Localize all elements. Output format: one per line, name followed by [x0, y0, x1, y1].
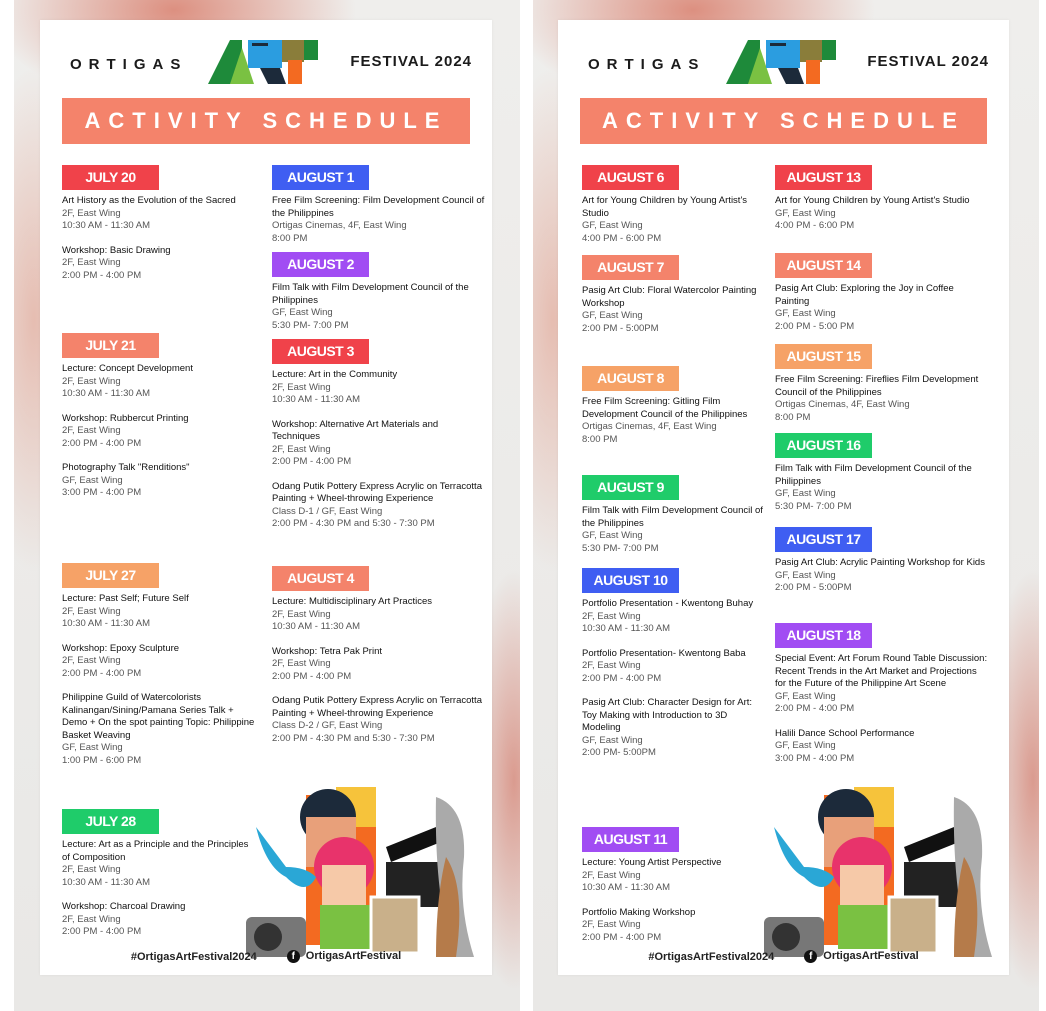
date-badge: AUGUST 6: [582, 165, 679, 190]
event-location: 2F, East Wing: [62, 425, 121, 436]
event-time: 5:30 PM- 7:00 PM: [582, 542, 659, 554]
event-item: [775, 374, 990, 424]
poster-1: [14, 0, 520, 1011]
schedule-day: [62, 809, 257, 939]
event-item: [272, 481, 487, 531]
event-location: GF, East Wing: [582, 220, 643, 231]
schedule-day: [62, 563, 257, 767]
schedule-day: [272, 339, 487, 531]
event-item: [775, 728, 990, 766]
event-time: 8:00 PM: [272, 232, 308, 244]
event-item: [582, 195, 767, 245]
event-time: 2:00 PM - 4:30 PM and 5:30 - 7:30 PM: [272, 732, 435, 744]
facebook-icon: f: [804, 950, 817, 963]
date-badge: AUGUST 4: [272, 566, 369, 591]
schedule-day: [62, 165, 236, 282]
event-item: [62, 462, 193, 500]
event-title: Special Event: Art Forum Round Table Discussion: Recent Trends in the Art Market and Projections for the Future of the Philippine Art Scene: [775, 653, 988, 689]
date-badge: AUGUST 2: [272, 252, 369, 277]
event-title: Film Talk with Film Development Council of the Philippines: [582, 505, 763, 529]
event-time: 8:00 PM: [582, 433, 618, 445]
event-time: 2:00 PM - 5:00PM: [582, 322, 659, 334]
event-item: [62, 643, 257, 681]
event-item: [582, 505, 767, 555]
header-ortigas: ORTIGAS: [70, 56, 188, 73]
event-time: 10:30 AM - 11:30 AM: [272, 394, 361, 405]
schedule-day: [775, 253, 990, 333]
schedule-day: [582, 366, 767, 446]
event-location: GF, East Wing: [775, 740, 836, 751]
event-item: [582, 285, 767, 335]
event-time: 10:30 AM - 11:30 AM: [62, 220, 151, 231]
art-collage-illustration: [236, 787, 496, 967]
event-item: [272, 695, 487, 745]
event-title: Philippine Guild of Watercolorists Kalinangan/Sining/Pamana Series Talk + Demo + On the spot painting Topic: Philippine Basket Weaving: [62, 692, 255, 741]
schedule-day: [62, 333, 193, 500]
schedule-day: [272, 566, 487, 745]
event-location: 2F, East Wing: [272, 381, 331, 393]
event-time: 2:00 PM - 4:30 PM and 5:30 - 7:30 PM: [272, 518, 435, 529]
event-time: 2:00 PM - 5:00 PM: [775, 320, 855, 332]
date-badge: AUGUST 1: [272, 165, 369, 190]
event-location: GF, East Wing: [62, 474, 123, 486]
event-location: 2F, East Wing: [272, 658, 331, 669]
date-badge: AUGUST 9: [582, 475, 679, 500]
date-badge: JULY 20: [62, 165, 159, 190]
date-badge: AUGUST 16: [775, 433, 872, 458]
event-time: 1:00 PM - 6:00 PM: [62, 754, 142, 766]
event-item: [62, 839, 257, 889]
event-time: 10:30 AM - 11:30 AM: [62, 618, 151, 629]
event-item: [582, 396, 767, 446]
event-title: Photography Talk "Renditions": [62, 462, 190, 473]
poster-2: [533, 0, 1039, 1011]
event-title: Lecture: Young Artist Perspective: [582, 857, 722, 868]
event-location: 2F, East Wing: [272, 443, 331, 455]
hashtag: #OrtigasArtFestival2024: [130, 950, 257, 963]
event-time: 10:30 AM - 11:30 AM: [272, 621, 361, 632]
event-time: 2:00 PM - 4:00 PM: [62, 269, 142, 281]
event-location: GF, East Wing: [582, 734, 643, 746]
event-item: [62, 413, 193, 451]
event-item: [582, 648, 767, 686]
date-badge: JULY 28: [62, 809, 159, 834]
schedule-day: [272, 165, 487, 245]
event-title: Portfolio Presentation- Kwentong Baba: [582, 647, 746, 659]
event-title: Halili Dance School Performance: [775, 727, 915, 739]
activity-schedule-banner: ACTIVITY SCHEDULE: [580, 98, 987, 144]
event-location: Ortigas Cinemas, 4F, East Wing: [775, 399, 910, 410]
schedule-day: [582, 568, 767, 760]
event-location: 2F, East Wing: [62, 655, 121, 666]
event-title: Lecture: Art in the Community: [272, 369, 398, 380]
art-logo-icon: [208, 40, 332, 84]
event-time: 8:00 PM: [775, 411, 811, 423]
date-badge: AUGUST 14: [775, 253, 872, 278]
schedule-day: [775, 527, 985, 595]
event-title: Workshop: Epoxy Sculpture: [62, 642, 180, 654]
date-badge: JULY 21: [62, 333, 159, 358]
festival-header: [558, 40, 1009, 90]
date-badge: AUGUST 18: [775, 623, 872, 648]
schedule-card: [558, 20, 1009, 975]
event-location: 2F, East Wing: [62, 375, 121, 387]
event-time: 10:30 AM - 11:30 AM: [582, 623, 671, 634]
event-location: 2F, East Wing: [582, 660, 641, 671]
event-location: GF, East Wing: [582, 310, 643, 321]
event-item: [272, 646, 487, 684]
facebook-icon: f: [287, 950, 300, 963]
event-location: GF, East Wing: [775, 207, 836, 219]
event-location: Class D-1 / GF, East Wing: [272, 505, 383, 517]
event-item: [272, 419, 487, 469]
activity-schedule-banner: ACTIVITY SCHEDULE: [62, 98, 470, 144]
event-time: 2:00 PM - 4:00 PM: [775, 703, 855, 714]
date-badge: AUGUST 8: [582, 366, 679, 391]
date-badge: AUGUST 17: [775, 527, 872, 552]
event-title: Free Film Screening: Fireflies Film Development Council of the Philippines: [775, 374, 979, 398]
event-item: [775, 283, 990, 333]
event-location: GF, East Wing: [775, 308, 836, 319]
schedule-day: [775, 623, 990, 765]
schedule-day: [272, 252, 487, 332]
event-item: [775, 195, 970, 233]
event-title: Free Film Screening: Gitling Film Development Council of the Philippines: [582, 396, 748, 420]
event-title: Workshop: Charcoal Drawing: [62, 901, 186, 912]
date-badge: AUGUST 15: [775, 344, 872, 369]
event-location: 2F, East Wing: [62, 257, 121, 268]
schedule-day: [582, 255, 767, 335]
festival-header: [40, 40, 492, 90]
event-time: 2:00 PM - 4:00 PM: [62, 926, 142, 937]
event-item: [272, 596, 487, 634]
event-title: Art History as the Evolution of the Sacred: [62, 195, 236, 206]
event-item: [582, 598, 767, 636]
facebook-link[interactable]: f OrtigasArtFestival: [804, 950, 918, 963]
event-location: 2F, East Wing: [62, 864, 121, 875]
event-title: Art for Young Children by Young Artist's Studio: [582, 195, 748, 219]
poster-footer: [40, 950, 492, 963]
event-location: Ortigas Cinemas, 4F, East Wing: [582, 421, 717, 432]
schedule-day: [582, 475, 767, 555]
event-title: Lecture: Multidisciplinary Art Practices: [272, 596, 432, 607]
event-title: Pasig Art Club: Acrylic Painting Workshop for Kids: [775, 557, 985, 568]
event-title: Art for Young Children by Young Artist's Studio: [775, 195, 970, 206]
event-title: Workshop: Tetra Pak Print: [272, 645, 383, 657]
event-time: 4:00 PM - 6:00 PM: [582, 232, 662, 244]
date-badge: AUGUST 7: [582, 255, 679, 280]
header-festival: FESTIVAL 2024: [867, 53, 989, 70]
event-location: GF, East Wing: [775, 569, 836, 581]
event-title: Film Talk with Film Development Council of the Philippines: [272, 282, 469, 306]
event-item: [62, 593, 257, 631]
schedule-card: [40, 20, 492, 975]
event-time: 10:30 AM - 11:30 AM: [62, 876, 151, 888]
schedule-day: [775, 344, 990, 424]
event-location: 2F, East Wing: [62, 605, 121, 617]
event-time: 5:30 PM- 7:00 PM: [775, 500, 852, 512]
event-time: 5:30 PM- 7:00 PM: [272, 319, 349, 331]
event-time: 2:00 PM - 4:00 PM: [62, 437, 142, 449]
event-time: 3:00 PM - 4:00 PM: [775, 752, 855, 764]
event-location: 2F, East Wing: [582, 919, 641, 930]
schedule-day: [582, 165, 767, 245]
header-ortigas: ORTIGAS: [588, 56, 706, 73]
event-title: Workshop: Alternative Art Materials and Techniques: [272, 418, 439, 442]
event-location: 2F, East Wing: [582, 869, 641, 881]
event-location: 2F, East Wing: [582, 610, 641, 622]
event-title: Odang Putik Pottery Express Acrylic on Terracotta Painting + Wheel-throwing Experience: [272, 480, 482, 504]
event-time: 10:30 AM - 11:30 AM: [62, 388, 151, 399]
event-title: Film Talk with Film Development Council of the Philippines: [775, 463, 972, 487]
event-time: 4:00 PM - 6:00 PM: [775, 220, 855, 231]
event-item: [62, 195, 236, 233]
event-title: Lecture: Art as a Principle and the Principles of Composition: [62, 839, 249, 863]
event-location: Class D-2 / GF, East Wing: [272, 720, 383, 731]
event-location: 2F, East Wing: [62, 207, 121, 219]
event-time: 2:00 PM - 4:00 PM: [62, 667, 142, 679]
date-badge: AUGUST 13: [775, 165, 872, 190]
event-time: 3:00 PM - 4:00 PM: [62, 487, 142, 498]
event-item: [582, 697, 767, 760]
event-item: [272, 369, 487, 407]
schedule-day: [775, 165, 970, 233]
event-location: GF, East Wing: [272, 307, 333, 318]
event-location: GF, East Wing: [62, 742, 123, 753]
date-badge: JULY 27: [62, 563, 159, 588]
event-item: [582, 857, 721, 895]
art-collage-illustration: [754, 787, 1014, 967]
event-item: [775, 463, 990, 513]
event-title: Pasig Art Club: Exploring the Joy in Coffee Painting: [775, 283, 954, 307]
event-title: Free Film Screening: Film Development Council of the Philippines: [272, 195, 485, 219]
event-title: Portfolio Presentation - Kwentong Buhay: [582, 598, 754, 609]
event-item: [62, 363, 193, 401]
schedule-day: [775, 433, 990, 513]
event-title: Odang Putik Pottery Express Acrylic on Terracotta Painting + Wheel-throwing Experience: [272, 695, 482, 719]
event-title: Pasig Art Club: Character Design for Art: Toy Making with Introduction to 3D Modeling: [582, 697, 753, 733]
event-location: GF, East Wing: [775, 488, 836, 499]
header-festival: FESTIVAL 2024: [350, 53, 472, 70]
event-time: 2:00 PM - 4:00 PM: [582, 931, 662, 943]
event-title: Workshop: Rubbercut Printing: [62, 412, 189, 424]
date-badge: AUGUST 10: [582, 568, 679, 593]
event-location: GF, East Wing: [775, 690, 836, 702]
event-time: 2:00 PM - 5:00PM: [775, 582, 852, 593]
event-item: [272, 282, 487, 332]
event-time: 2:00 PM- 5:00PM: [582, 747, 656, 758]
event-location: GF, East Wing: [582, 530, 643, 541]
event-time: 10:30 AM - 11:30 AM: [582, 882, 671, 893]
event-item: [62, 692, 257, 767]
event-item: [62, 245, 236, 283]
date-badge: AUGUST 3: [272, 339, 369, 364]
event-item: [62, 901, 257, 939]
event-title: Lecture: Concept Development: [62, 363, 193, 374]
event-title: Pasig Art Club: Floral Watercolor Painting Workshop: [582, 285, 757, 309]
event-time: 2:00 PM - 4:00 PM: [272, 456, 352, 467]
event-location: 2F, East Wing: [62, 913, 121, 925]
event-location: 2F, East Wing: [272, 608, 331, 620]
event-title: Portfolio Making Workshop: [582, 906, 696, 918]
event-title: Lecture: Past Self; Future Self: [62, 593, 189, 604]
date-badge: AUGUST 11: [582, 827, 679, 852]
event-item: [582, 907, 721, 945]
event-item: [775, 557, 985, 595]
schedule-day: [582, 827, 721, 944]
event-location: Ortigas Cinemas, 4F, East Wing: [272, 220, 407, 231]
event-item: [775, 653, 990, 716]
poster-footer: [558, 950, 1009, 963]
event-item: [272, 195, 487, 245]
facebook-link[interactable]: f OrtigasArtFestival: [287, 950, 401, 963]
event-title: Workshop: Basic Drawing: [62, 244, 171, 256]
hashtag: #OrtigasArtFestival2024: [648, 950, 775, 963]
art-logo-icon: [726, 40, 850, 84]
event-time: 2:00 PM - 4:00 PM: [582, 672, 662, 684]
event-time: 2:00 PM - 4:00 PM: [272, 670, 352, 682]
